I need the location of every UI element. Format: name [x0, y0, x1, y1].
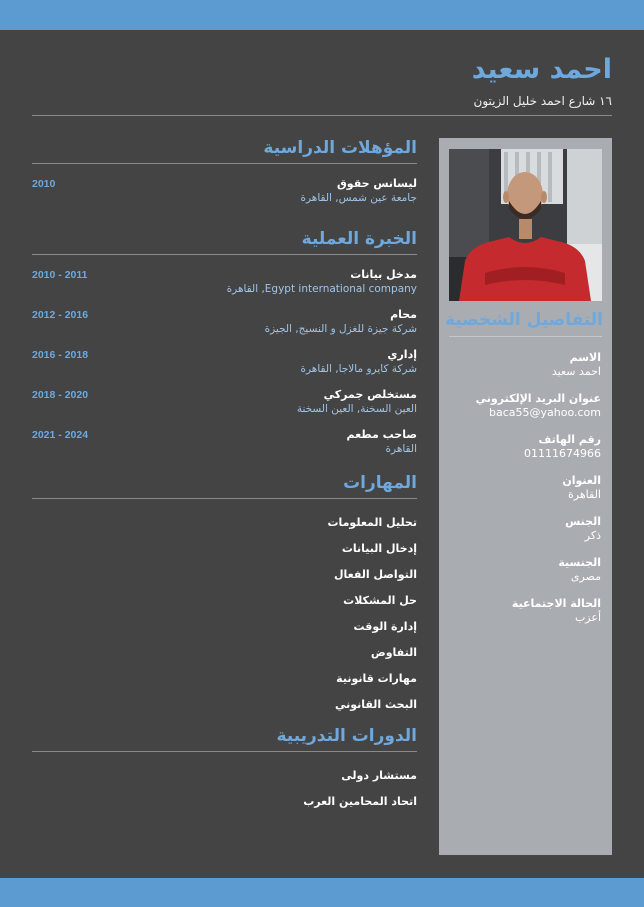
skill-item: التواصل الفعال	[333, 568, 417, 581]
detail-marital-status	[441, 596, 601, 637]
skill-item: إدارة الوقت	[353, 620, 417, 633]
detail-value: baca55@yahoo.com	[489, 406, 601, 419]
entry-date: 2010	[32, 178, 56, 190]
detail-value: ذكر	[584, 529, 601, 542]
personal-details-heading: التفاصيل الشخصية	[445, 310, 603, 330]
personal-details-list	[441, 350, 601, 637]
section-divider	[32, 163, 417, 164]
entry-place: شركة جيزة للغزل و النسيج, الجيزة	[264, 323, 417, 335]
header-divider	[32, 115, 612, 116]
detail-gender	[441, 514, 601, 555]
entry-place: جامعة عين شمس, القاهرة	[300, 192, 417, 204]
top-accent-bar	[0, 0, 644, 30]
skills-heading: المهارات	[343, 473, 417, 493]
detail-name	[441, 350, 601, 391]
entry-title: محام	[390, 308, 417, 321]
entry-date: 2012 - 2016	[32, 309, 89, 321]
detail-value: 01111674966	[524, 447, 601, 460]
detail-value: احمد سعيد	[551, 365, 601, 378]
entry-date: 2010 - 2011	[32, 269, 88, 281]
experience-entry	[32, 268, 417, 308]
detail-value: أعزب	[574, 611, 601, 624]
experience-entry	[32, 348, 417, 388]
detail-label: رقم الهاتف	[538, 433, 601, 446]
bottom-accent-bar	[0, 878, 644, 907]
profile-photo	[449, 149, 602, 301]
entry-title: مدخل بيانات	[350, 268, 417, 281]
education-entry	[32, 177, 417, 217]
entry-title: إداري	[387, 348, 417, 361]
detail-value: مصرى	[570, 570, 601, 583]
resume-header	[32, 52, 612, 108]
course-item: اتحاد المحامين العرب	[303, 795, 417, 808]
skill-item: البحث القانوني	[334, 698, 417, 711]
detail-label: الاسم	[569, 351, 601, 364]
person-address: ١٦ شارع احمد خليل الزيتون	[473, 94, 612, 108]
section-divider	[32, 254, 417, 255]
person-name: احمد سعيد	[471, 54, 612, 85]
skill-item: مهارات قانونية	[336, 672, 417, 685]
detail-label: العنوان	[562, 474, 601, 487]
personal-details-sidebar	[439, 138, 612, 855]
detail-email	[441, 391, 601, 432]
experience-entry	[32, 388, 417, 428]
entry-place: شركة كايرو مالاجا, القاهرة	[300, 363, 417, 375]
detail-label: الجنسية	[558, 556, 601, 569]
entry-title: مستخلص جمركي	[323, 388, 417, 401]
section-divider	[32, 498, 417, 499]
skill-item: التفاوض	[370, 646, 417, 659]
detail-label: عنوان البريد الإلكتروني	[475, 392, 601, 405]
skill-item: حل المشكلات	[343, 594, 417, 607]
sidebar-divider	[449, 336, 602, 337]
entry-title: ليسانس حقوق	[336, 177, 417, 190]
experience-entry	[32, 308, 417, 348]
entry-date: 2016 - 2018	[32, 349, 89, 361]
main-column	[32, 136, 417, 820]
education-heading: المؤهلات الدراسية	[263, 138, 417, 158]
detail-label: الجنس	[565, 515, 601, 528]
entry-place: القاهرة	[385, 443, 417, 455]
entry-date: 2021 - 2024	[32, 429, 89, 441]
experience-entry	[32, 428, 417, 468]
entry-place: العين السخنة, العين السخنة	[296, 403, 417, 415]
skill-item: إدخال البيانات	[341, 542, 417, 555]
detail-phone	[441, 432, 601, 473]
skill-item: تحليل المعلومات	[327, 516, 417, 529]
course-item: مستشار دولى	[341, 769, 417, 782]
entry-date: 2018 - 2020	[32, 389, 89, 401]
detail-address	[441, 473, 601, 514]
detail-nationality	[441, 555, 601, 596]
courses-heading: الدورات التدريبية	[276, 726, 417, 746]
detail-label: الحالة الاجتماعية	[511, 597, 601, 610]
detail-value: القاهرة	[568, 488, 601, 501]
experience-heading: الخبرة العملية	[301, 229, 417, 249]
entry-place: Egypt international company, القاهرة	[226, 283, 417, 295]
entry-title: صاحب مطعم	[346, 428, 417, 441]
section-divider	[32, 751, 417, 752]
